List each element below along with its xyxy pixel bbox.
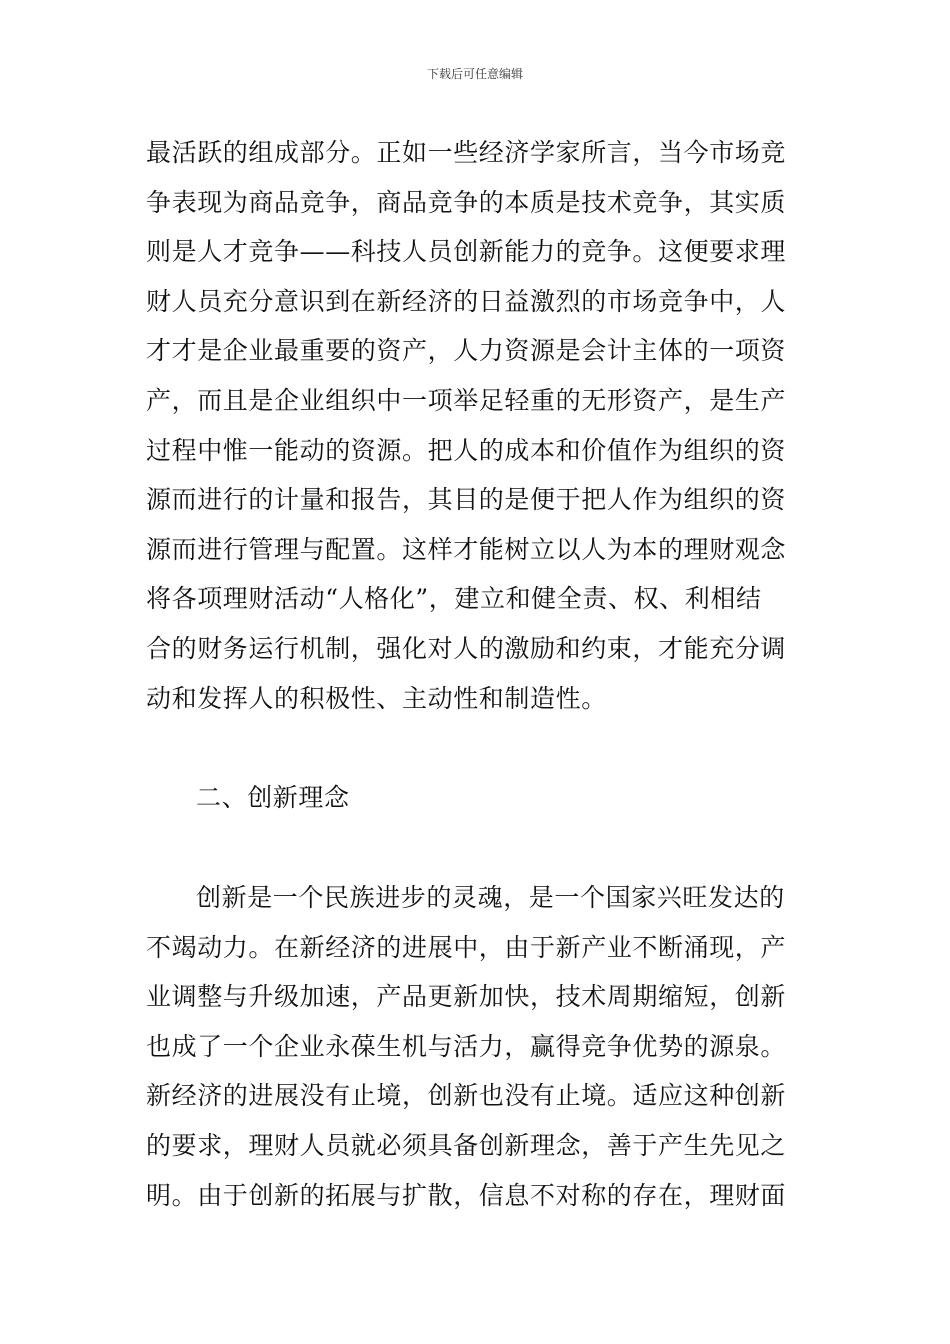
paragraph-1-line: 源而进行管理与配置。这样才能树立以人为本的理财观念 [146,534,787,564]
paragraph-2-line: 不竭动力。在新经济的进展中，由于新产业不断涌现，产 [146,932,787,962]
paragraph-2-line: 业调整与升级加速，产品更新加快，技术周期缩短，创新 [146,982,787,1012]
paragraph-1-line: 争表现为商品竞争，商品竞争的本质是技术竞争，其实质 [146,187,787,217]
paragraph-1-line: 动和发挥人的积极性、主动性和制造性。 [146,683,607,713]
paragraph-1-line: 过程中惟一能动的资源。把人的成本和价值作为组织的资 [146,435,787,465]
paragraph-2-line: 新经济的进展没有止境，创新也没有止境。适应这种创新 [146,1081,787,1111]
paragraph-2-line: 也成了一个企业永葆生机与活力，赢得竞争优势的源泉。 [146,1031,787,1061]
paragraph-2-line: 创新是一个民族进步的灵魂，是一个国家兴旺发达的 [196,883,785,912]
paragraph-1-line: 则是人才竞争——科技人员创新能力的竞争。这便要求理 [146,237,787,267]
paragraph-2-line: 的要求，理财人员就必须具备创新理念，善于产生先见之 [146,1130,787,1160]
page-header: 下载后可任意编辑 [426,67,523,81]
section-heading: 二、创新理念 [196,783,350,812]
paragraph-2 [146,873,808,1220]
paragraph-1-line: 才才是企业最重要的资产，人力资源是会计主体的一项资 [146,336,787,366]
paragraph-1-line: 源而进行的计量和报告，其目的是便于把人作为组织的资 [146,485,787,515]
paragraph-1-line: 合的财务运行机制，强化对人的激励和约束，才能充分调 [146,633,787,663]
paragraph-1-line: 最活跃的组成部分。正如一些经济学家所言，当今市场竞 [146,138,787,167]
paragraph-1 [146,128,808,723]
paragraph-1-line: 产，而且是企业组织中一项举足轻重的无形资产，是生产 [146,385,787,415]
paragraph-1-line: 将各项理财活动“人格化”，建立和健全责、权、利相结 [146,584,762,614]
paragraph-2-line: 明。由于创新的拓展与扩散，信息不对称的存在，理财面 [146,1180,787,1210]
paragraph-1-line: 财人员充分意识到在新经济的日益激烈的市场竞争中，人 [146,286,787,316]
